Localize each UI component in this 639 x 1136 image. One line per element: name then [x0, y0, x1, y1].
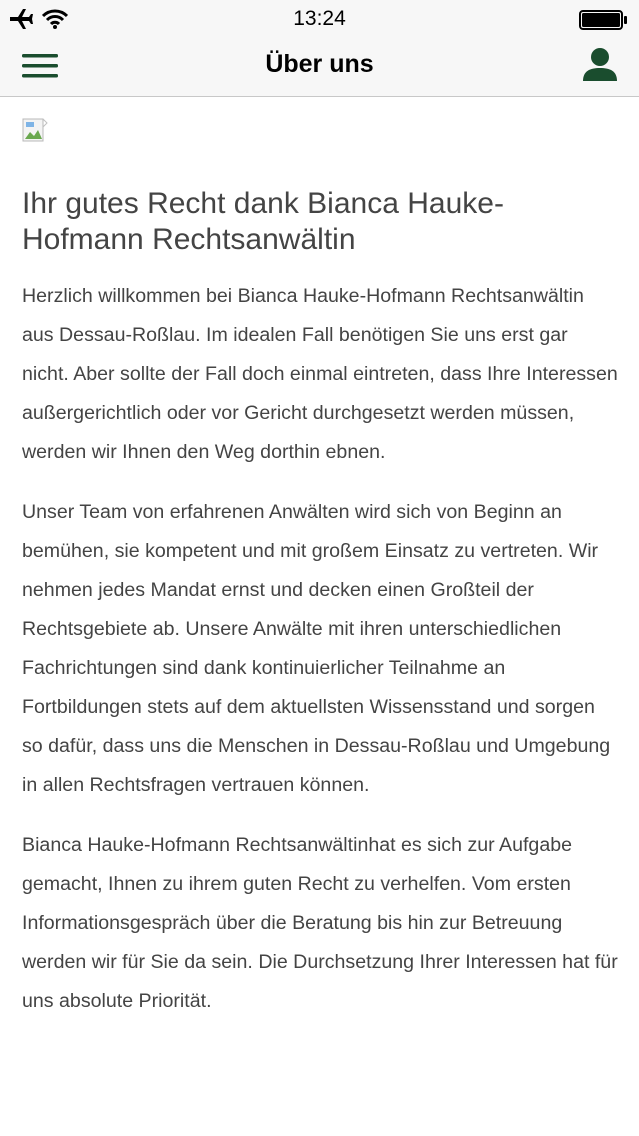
broken-image: [22, 118, 48, 146]
content-heading: Ihr gutes Recht dank Bianca Hauke-Hofmann Rechtsanwältin: [22, 187, 504, 256]
battery-indicator: [579, 10, 629, 35]
main-content: [22, 118, 618, 1042]
content-paragraph-2: Unser Team von erfahrenen Anwälten wird sich von Beginn an bemühen, sie kompetent und mit großem Einsatz zu vertreten. Wir nehmen jedes Mandat ernst und decken einen Großteil der Rechtsgebiete ab. Unsere Anwälte mit ihren unterschiedlichen Fachrichtungen sind dank kontinuierlicher Teilnahme an Fortbildungen stets auf dem aktuellsten Wissensstand und sorgen so dafür, dass uns die Menschen in Dessau-Roßlau und Umgebung in allen Rechtsfragen vertrauen können.: [22, 501, 611, 796]
broken-image-icon: [22, 118, 48, 146]
content-paragraph-1: Herzlich willkommen bei Bianca Hauke-Hofmann Rechtsanwältin aus Dessau-Roßlau. Im idealen Fall benötigen Sie uns erst gar nicht. Aber sollte der Fall doch einmal eintreten, dass Ihre Interessen außergerichtlich oder vor Gericht durchgesetzt werden müssen, werden wir Ihnen den Weg dorthin ebnen.: [22, 285, 618, 463]
navigation-bar: [0, 40, 639, 97]
status-time: 13:24: [293, 7, 346, 30]
user-icon: [581, 44, 619, 84]
content-paragraph-3: Bianca Hauke-Hofmann Rechtsanwältinhat es sich zur Aufgabe gemacht, Ihnen zu ihrem guten Recht zu verhelfen. Vom ersten Informationsgespräch über die Beratung bis hin zur Betreuung werden wir für Sie da sein. Die Durchsetzung Ihrer Interessen hat für uns absolute Priorität.: [22, 834, 618, 1012]
page-title: Über uns: [265, 50, 374, 78]
user-profile-button[interactable]: [581, 44, 619, 84]
battery-icon: [579, 10, 629, 30]
status-bar: [0, 0, 639, 40]
